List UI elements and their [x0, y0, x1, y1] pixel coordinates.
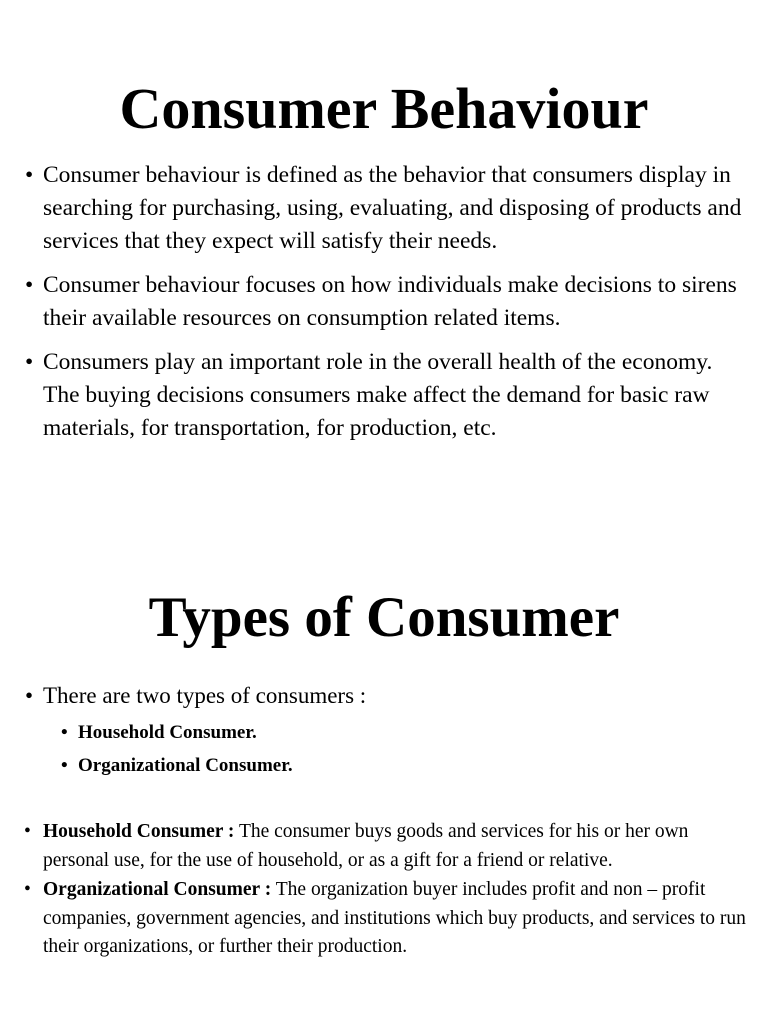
intro-text: There are two types of consumers :	[43, 683, 367, 708]
bullet-item: • Consumers play an important role in the overall health of the economy. The buying decisions consumers make affect the demand for basic raw materials, for transportation, for production, etc.	[43, 346, 743, 445]
bullet-list	[43, 159, 743, 456]
slide-types-of-consumer	[0, 548, 768, 1024]
consumer-types-list	[78, 716, 743, 782]
definition-term: Organizational Consumer :	[43, 879, 272, 900]
slide-title: Types of Consumer	[148, 586, 620, 649]
definition-text: The organization buyer includes profit and non – profit companies, government agencies, and institutions which buy products, and services to run their organizations, or further their production.	[43, 879, 746, 957]
consumer-type-item: • Organizational Consumer.	[78, 749, 743, 782]
definition-item	[43, 876, 755, 962]
definition-text: The consumer buys goods and services for his or her own personal use, for the use of household, or as a gift for a friend or relative.	[43, 821, 689, 871]
slide-title: Consumer Behaviour	[119, 76, 649, 141]
consumer-type-item: • Household Consumer.	[78, 716, 743, 749]
definition-item	[43, 818, 755, 875]
definition-term: Household Consumer :	[43, 821, 235, 842]
bullet-list	[43, 680, 743, 782]
definition-list	[43, 818, 755, 963]
bullet-item: • Consumer behaviour is defined as the behavior that consumers display in searching for purchasing, using, evaluating, and disposing of products and services that they expect will satisfy their needs.	[43, 159, 743, 258]
bullet-item	[43, 680, 743, 782]
bullet-item: • Consumer behaviour focuses on how individuals make decisions to sirens their available resources on consumption related items.	[43, 269, 743, 335]
